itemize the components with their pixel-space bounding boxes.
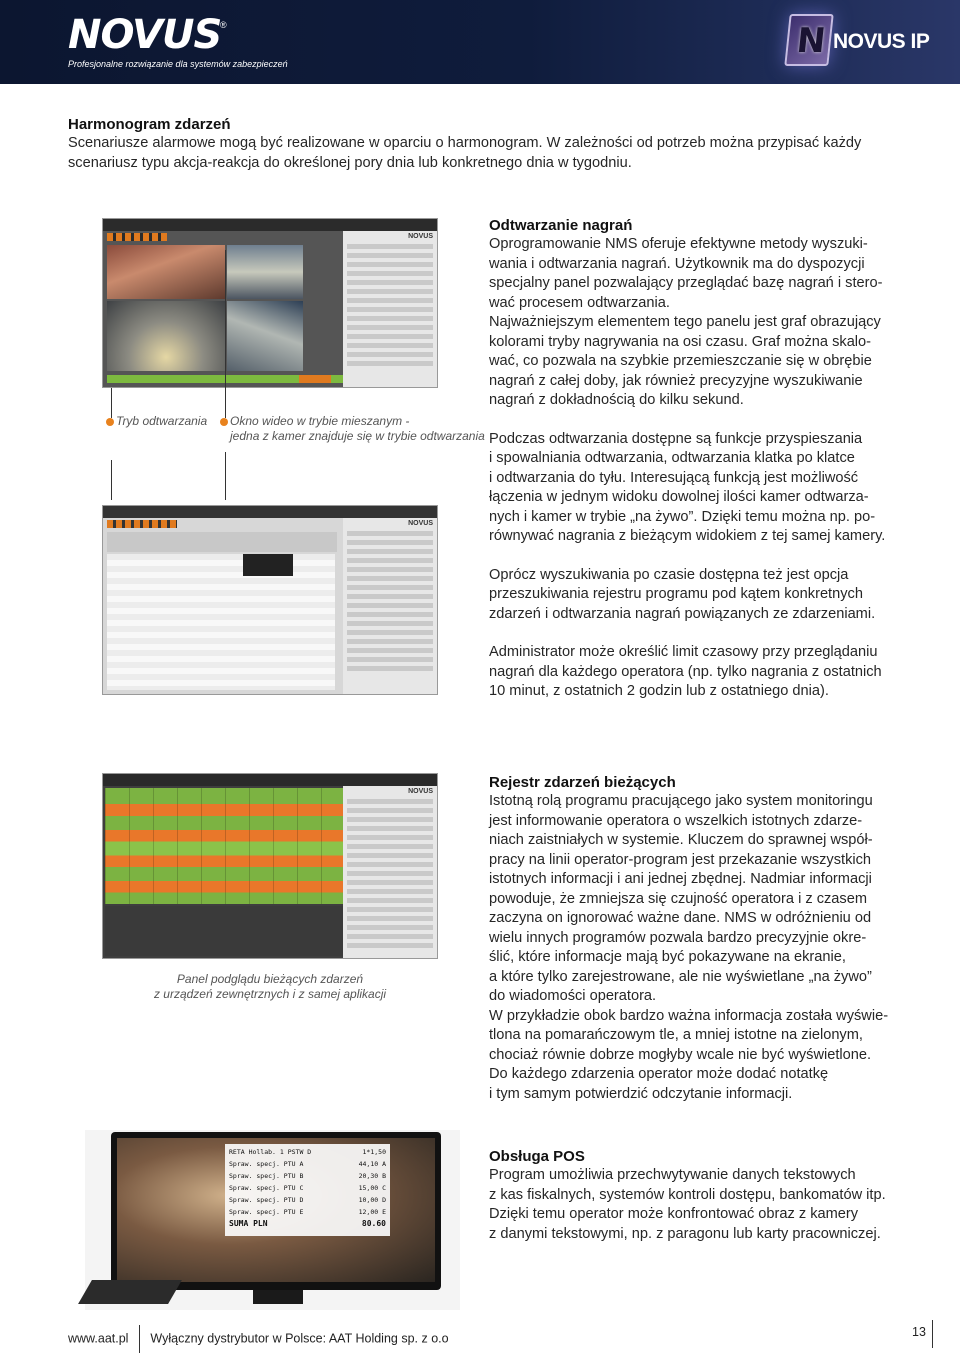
screen-brand: NOVUS [408,233,433,240]
text-line: scenariusz typu akcja-reakcja do określonej pory dnia lub konkretnego dnia w tygodniu. [68,154,632,171]
playback-paragraph: Oprócz wyszukiwania po czasie dostępna też jest opcja przeszukiwania rejestru programu pod kątem konkretnych zdarzeń i odtwarzania nagrań powiązanych ze zdarzeniami. [489,566,876,622]
events-section [489,773,909,1104]
events-caption: Panel podglądu bieżących zdarzeń z urządzeń zewnętrznych i z samej aplikacji [153,972,387,1001]
pos-title: Obsługa POS [489,1148,585,1165]
playback-caption: Tryb odtwarzania [106,414,207,429]
screen-brand: NOVUS [408,520,433,527]
camera-list-panel [343,518,437,694]
page-footer [68,1325,449,1353]
schedule-text [68,134,898,173]
registered-mark: ® [220,20,227,30]
toolbar-icons [107,520,177,528]
pos-section [489,1147,909,1244]
keyboard [78,1280,182,1304]
event-table [107,554,335,690]
camera-list-panel [343,231,437,387]
screen-brand: NOVUS [408,788,433,795]
logo-wordmark: NOVUS [68,12,222,58]
page-header [0,0,960,84]
video-tile [107,245,225,299]
website-link[interactable]: www.aat.pl [68,1331,129,1346]
pos-paragraph: Program umożliwia przechwytywanie danych tekstowych z kas fiskalnych, systemów kontroli dostępu, bankomatów itp. Dzięki temu operator może konfrontować obraz z kamery z danymi tekstowymi, np. z paragonu lub karty pracowniczej. [489,1167,886,1242]
playback-title: Odtwarzanie nagrań [489,217,633,234]
bullet-dot-icon [106,418,114,426]
events-table [105,788,347,904]
schedule-section [68,115,898,173]
novus-ip-badge-icon [784,14,833,66]
events-paragraph: Istotną rolą programu pracującego jako system monitoringu jest informowanie operatora o wszelkich istotnych zdarze- niach zaistniałych w systemie. Kluczem do sprawnej współ- pracy na linii operator-program jest przekazanie wszystkich istotnych informacji i ani jednej zbędnej. Nadmiar informacji powoduje, że zmniejsza się czujność operatora i z czasem zaczyna on ignorować ważne dane. NMS w odróżnieniu od wielu innych programów pozwala bardzo precyzyjnie okre- ślić, które informacje mają być pokazywane na ekranie, a które tylko zarejestrowane, ale nie wyświetlane „na żywo” do wiadomości operatora. W przykładzie obok bardzo ważna informacja została wyświe- tlona na pomarańczowym tle, a mniej istotne na zielonym, chociaż równie dobrze mogłyby wcale nie być wyświetlone. Do każdego zdarzenia operator może dodać notatkę i tym samym potwierdzić odczytanie informacji. [489,793,889,1102]
playback-section [489,216,909,702]
empty-area [105,906,347,956]
context-menu [243,554,293,576]
search-filters [107,532,337,552]
footer-divider [932,1320,933,1348]
novus-logo [68,14,288,69]
bullet-dot-icon [220,418,228,426]
page-number: 13 [912,1325,926,1339]
playback-paragraph: Oprogramowanie NMS oferuje efektywne metody wyszuki- wania i odtwarzania nagrań. Użytkownik ma do dyspozycji specjalny panel pozwalający przeglądać bazę nagrań i stero- wać procesem odtwarzania. Najważniejszym elementem tego panelu jest graf obrazujący kolorami tryby nagrywania na osi czasu. Graf można skalo- wać, co pozwala na szybkie przemieszczanie się w obrębie nagrań z całej doby, jak również precyzyjne wyszukiwanie nagrań z dokładnością do kilku sekund. [489,236,883,408]
pos-receipt-overlay: RETA Hollab. 1 PSTW D 1*1,50 Spraw. specj. PTU A 44,10 A Spraw. specj. PTU B 20,30 B Spraw. specj. PTU C 15,00 C Spraw. specj. PTU D 10,00 D Spraw. specj. PTU E 12,00 E SUMA PLN 80.60 [225,1144,390,1236]
logo-tagline: Profesjonalne rozwiązanie dla systemów zabezpieczeń [68,59,288,69]
text-line: Scenariusze alarmowe mogą być realizowane w oparciu o harmonogram. W zależności od potrzeb można przypisać każdy [68,135,862,151]
event-search-screenshot [102,505,438,695]
playback-mode-screenshot [102,218,438,388]
video-tile [107,301,225,371]
product-name: NOVUS IP [833,30,930,53]
pos-monitor-photo [85,1130,460,1310]
badge-letter: N [794,21,828,61]
video-tile [227,301,303,371]
monitor-stand [253,1290,303,1304]
camera-list-panel [343,786,437,958]
caption-leader-line [225,250,226,418]
video-tile [227,245,303,299]
playback-paragraph: Podczas odtwarzania dostępne są funkcje przyspieszania i spowalniania odtwarzania, odtwarzania klatka po klatce i odtwarzania do tyłu. Interesującą funkcją jest możliwość łączenia w jednym widoku dowolnej ilości kamer odtwarza- nych i kamer w trybie „na żywo”. Dzięki temu można np. po- równywać nagrania z bieżącym widokiem z tej samej kamery. [489,430,886,544]
mixed-window-caption: Okno wideo w trybie mieszanym - jedna z kamer znajduje się w trybie odtwarzania [220,414,485,444]
caption-leader-line [111,460,112,500]
live-events-screenshot [102,773,438,959]
footer-divider [139,1325,140,1353]
caption-leader-line [225,452,226,500]
playback-paragraph: Administrator może określić limit czasowy przy przeglądaniu nagrań dla każdego operatora (np. tylko nagrania z ostatnich 10 minut, z ostatnich 2 godzin lub z ostatniego dnia). [489,644,882,699]
schedule-title: Harmonogram zdarzeń [68,116,231,133]
events-title: Rejestr zdarzeń bieżących [489,774,676,791]
distributor-text: Wyłączny dystrybutor w Polsce: AAT Holding sp. z o.o [150,1331,449,1346]
toolbar-icons [107,233,167,241]
